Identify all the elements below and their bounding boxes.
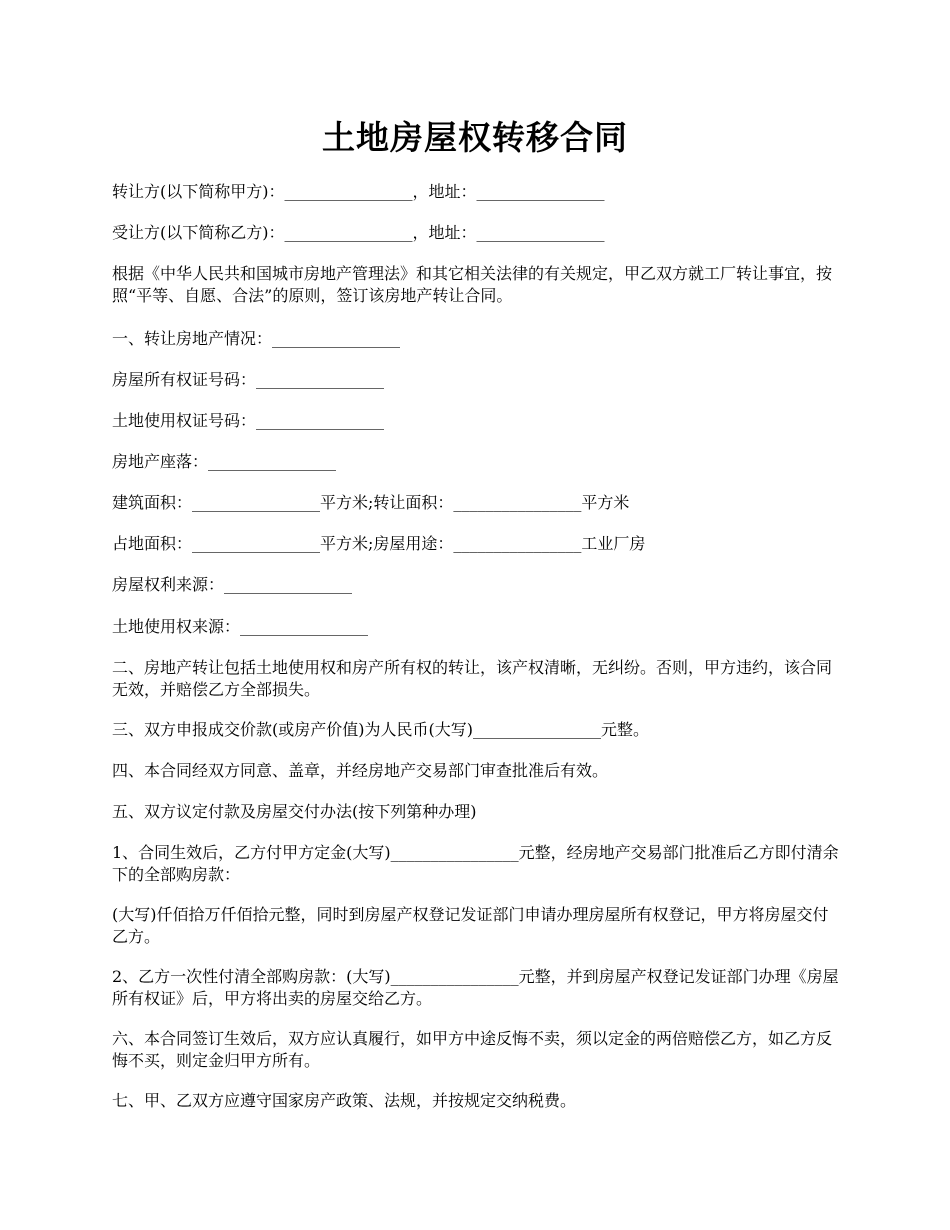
paragraph-section-4: 四、本合同经双方同意、盖章，并经房地产交易部门审查批准后有效。: [112, 761, 609, 780]
paragraph-land-area: 占地面积：________________平方米;房屋用途：________________工业厂房: [112, 534, 646, 553]
document-title: 土地房屋权转移合同: [322, 118, 628, 157]
paragraph-amount-words: (大写)仟佰拾万仟佰拾元整，同时到房屋产权登记发证部门申请办理房屋所有权登记，甲方将房屋交付乙方。: [112, 905, 829, 946]
paragraph-item-1: 1、合同生效后，乙方付甲方定金(大写)________________元整，经房地产交易部门批准后乙方即付清余下的全部购房款：: [112, 843, 839, 884]
paragraph-transferee: 受让方(以下简称乙方)：________________，地址：________________: [112, 223, 605, 242]
paragraph-building-area: 建筑面积：________________平方米;转让面积：________________平方米: [112, 493, 630, 512]
paragraph-preamble: 根据《中华人民共和国城市房地产管理法》和其它相关法律的有关规定，甲乙双方就工厂转让事宜，按照“平等、自愿、合法”的原则，签订该房地产转让合同。: [112, 264, 833, 305]
paragraph-section-5: 五、双方议定付款及房屋交付办法(按下列第种办理): [112, 802, 477, 821]
paragraph-land-source: 土地使用权来源：________________: [112, 617, 369, 636]
paragraph-section-7: 七、甲、乙双方应遵守国家房产政策、法规，并按规定交纳税费。: [112, 1091, 577, 1110]
paragraph-transferor: 转让方(以下简称甲方)：________________，地址：________________: [112, 182, 605, 201]
paragraph-house-cert: 房屋所有权证号码：________________: [112, 370, 385, 389]
paragraph-location: 房地产座落：________________: [112, 452, 337, 471]
paragraph-item-2: 2、乙方一次性付清全部购房款：(大写)________________元整，并到房屋产权登记发证部门办理《房屋所有权证》后，甲方将出卖的房屋交给乙方。: [112, 967, 839, 1008]
paragraph-land-cert: 土地使用权证号码：________________: [112, 411, 385, 430]
paragraph-house-source: 房屋权利来源：________________: [112, 575, 353, 594]
paragraph-section-2: 二、房地产转让包括土地使用权和房产所有权的转让，该产权清晰，无纠纷。否则，甲方违约，该合同无效，并赔偿乙方全部损失。: [112, 658, 833, 699]
paragraph-section-1: 一、转让房地产情况：________________: [112, 329, 401, 348]
paragraph-section-6: 六、本合同签订生效后，双方应认真履行，如甲方中途反悔不卖，须以定金的两倍赔偿乙方，如乙方反悔不买，则定金归甲方所有。: [112, 1029, 833, 1070]
paragraph-section-3: 三、双方申报成交价款(或房产价值)为人民币(大写)________________元整。: [112, 720, 649, 739]
